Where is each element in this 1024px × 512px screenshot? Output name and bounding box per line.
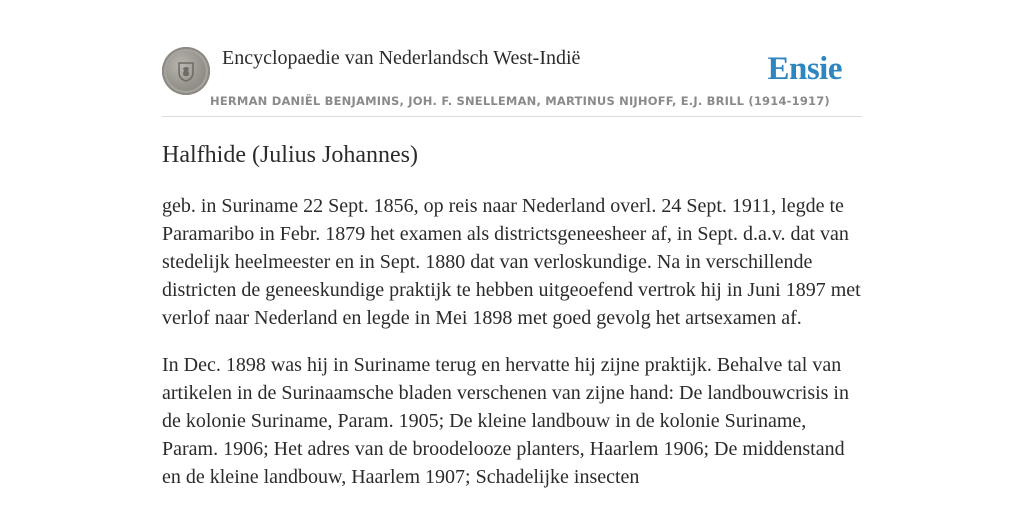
entry-title: Halfhide (Julius Johannes)	[162, 142, 418, 168]
entry-body	[162, 192, 862, 510]
site-header	[162, 0, 862, 117]
lion-emblem-icon	[176, 60, 196, 82]
encyclopedia-title[interactable]: Encyclopaedie van Nederlandsch West-Indië	[222, 47, 581, 69]
paragraph: geb. in Suriname 22 Sept. 1856, op reis naar Nederland overl. 24 Sept. 1911, legde te Paramaribo in Febr. 1879 het examen als districtsgeneesheer af, in Sept. d.a.v. dat van stedelijk heelmeester en in Sept. 1880 dat van verloskundige. Na in verschillende districten de geneeskundige praktijk te hebben uitgeoefend vertrok hij in Juni 1897 met verlof naar Nederland en legde in Mei 1898 met goed gevolg het artsexamen af.	[162, 195, 861, 329]
page	[162, 0, 862, 488]
paragraph: In Dec. 1898 was hij in Suriname terug en hervatte hij zijne praktijk. Behalve tal van artikelen in de Surinaamsche bladen verschenen van zijne hand: De landbouwcrisis in de kolonie Suriname, Param. 1905; De kleine landbouw in de kolonie Suriname, Param. 1906; Het adres van de broodelooze planters, Haarlem 1906; De middenstand en de kleine landbouw, Haarlem 1907; Schadelijke insecten	[162, 354, 849, 488]
coin-logo-icon[interactable]	[162, 47, 210, 95]
authors-line: HERMAN DANIËL BENJAMINS, JOH. F. SNELLEMAN, MARTINUS NIJHOFF, E.J. BRILL (1914-1917)	[210, 94, 830, 108]
ensie-brand-logo[interactable]: Ensie	[767, 51, 842, 87]
